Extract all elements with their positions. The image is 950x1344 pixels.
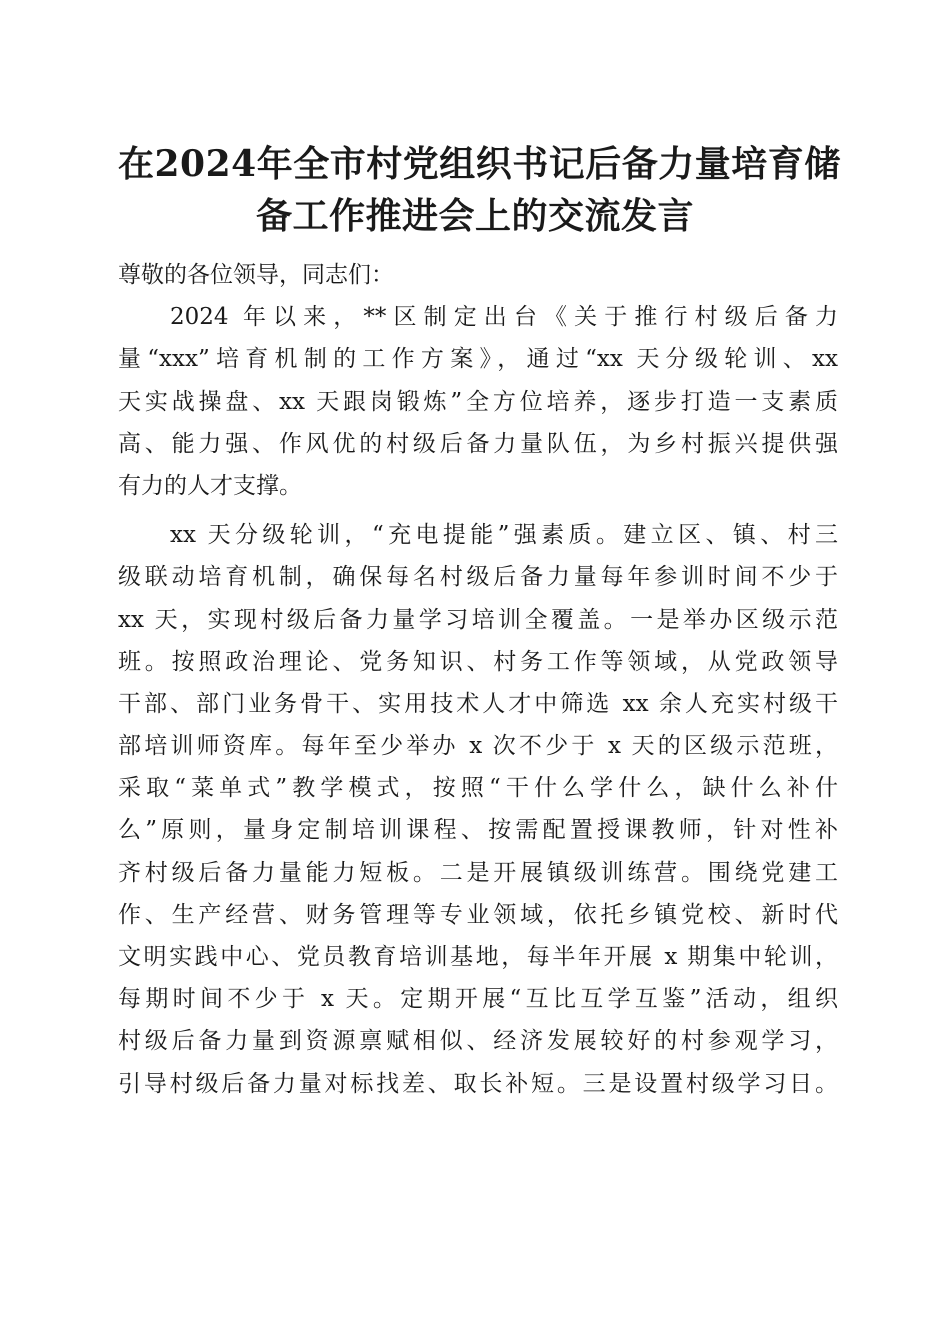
paragraph-line: 班。按照政治理论、党务知识、村务工作等领域，从党政领导 xyxy=(118,648,838,675)
paragraph-line: 高、能力强、作风优的村级后备力量队伍，为乡村振兴提供强 xyxy=(118,430,838,457)
paragraph-line: 文明实践中心、党员教育培训基地，每半年开展 x 期集中轮训， xyxy=(118,944,838,970)
paragraph-line: 齐村级后备力量能力短板。二是开展镇级训练营。围绕党建工 xyxy=(118,859,838,886)
paragraph-line: 村级后备力量到资源禀赋相似、经济发展较好的村参观学习， xyxy=(118,1028,838,1055)
paragraph-line: 采取“菜单式”教学模式，按照“干什么学什么，缺什么补什 xyxy=(118,775,838,802)
paragraph-line: 有力的人才支撑。 xyxy=(118,472,302,499)
paragraph-line: 引导村级后备力量对标找差、取长补短。三是设置村级学习日。 xyxy=(118,1070,838,1097)
paragraph-line: xx 天，实现村级后备力量学习培训全覆盖。一是举办区级示范 xyxy=(118,606,838,633)
document-title xyxy=(118,138,841,242)
paragraph-line: 么”原则，量身定制培训课程、按需配置授课教师，针对性补 xyxy=(118,817,838,844)
paragraph-line: 级联动培育机制，确保每名村级后备力量每年参训时间不少于 xyxy=(118,564,838,591)
paragraph-line: 干部、部门业务骨干、实用技术人才中筛选 xx 余人充实村级干 xyxy=(118,690,838,717)
title-line-2: 备工作推进会上的交流发言 xyxy=(255,195,694,237)
paragraph-line: 每期时间不少于 x 天。定期开展“互比互学互鉴”活动，组织 xyxy=(118,986,838,1013)
paragraph-line: 天实战操盘、xx 天跟岗锻炼”全方位培养，逐步打造一支素质 xyxy=(118,388,838,415)
paragraph-1 xyxy=(118,296,838,507)
paragraph-line: 量“xxx”培育机制的工作方案》，通过“xx 天分级轮训、xx xyxy=(118,346,838,373)
paragraph-gap xyxy=(118,507,838,514)
salutation: 尊敬的各位领导，同志们： xyxy=(118,262,394,288)
paragraph-2 xyxy=(118,514,838,1105)
paragraph-line: 2024 年以来，**区制定出台《关于推行村级后备力 xyxy=(170,304,838,331)
paragraph-line: 作、生产经营、财务管理等专业领域，依托乡镇党校、新时代 xyxy=(118,901,838,928)
title-line-1: 在2024年全市村党组织书记后备力量培育储 xyxy=(118,143,841,185)
paragraph-line: xx 天分级轮训，“充电提能”强素质。建立区、镇、村三 xyxy=(170,522,838,549)
paragraph-line: 部培训师资库。每年至少举办 x 次不少于 x 天的区级示范班， xyxy=(118,733,838,760)
document-body xyxy=(118,254,838,1105)
